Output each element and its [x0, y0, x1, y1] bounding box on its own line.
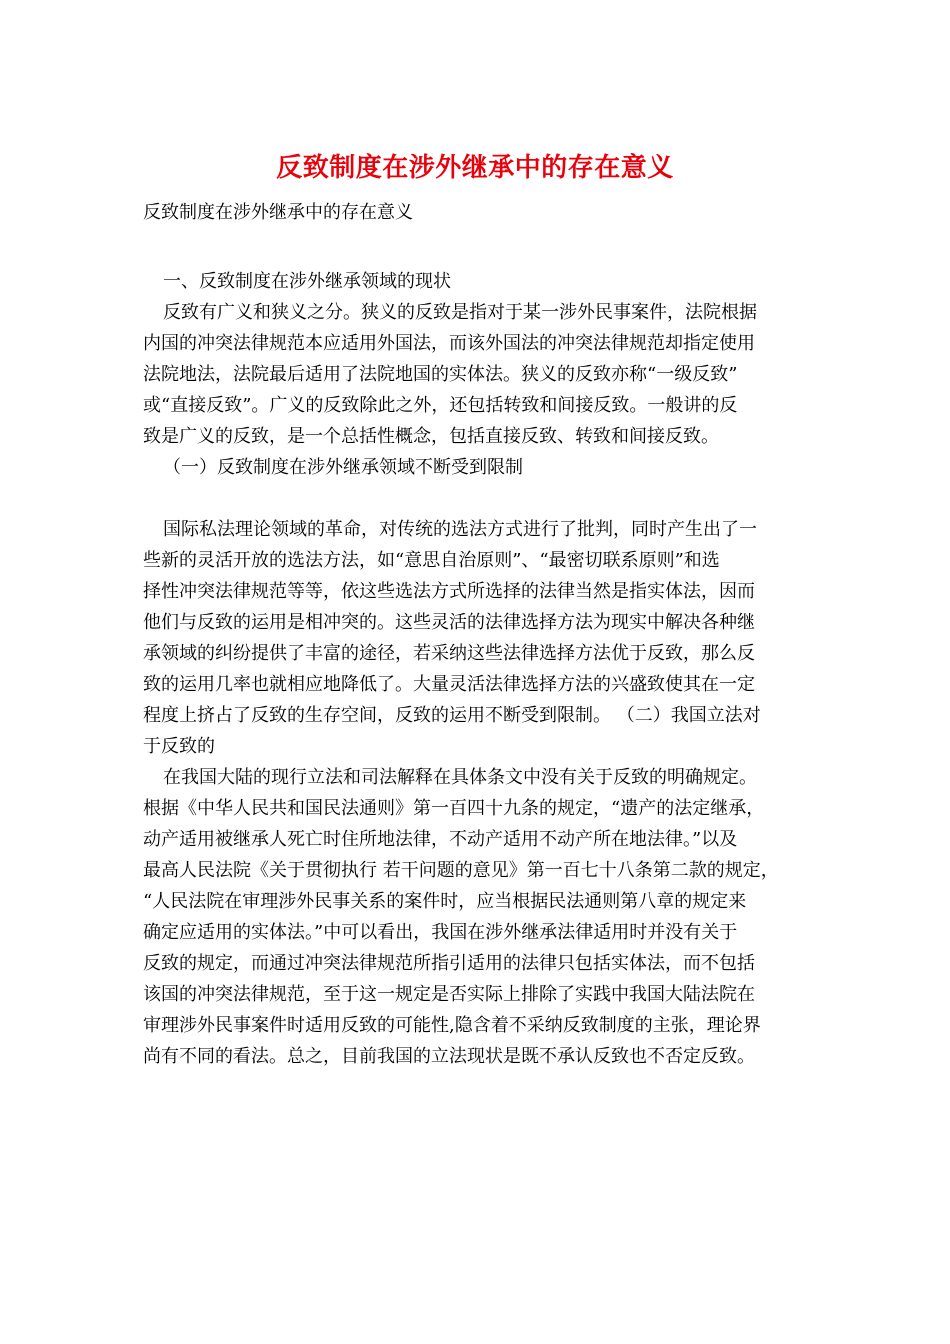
paragraph-line: 致的运用几率也就相应地降低了。大量灵活法律选择方法的兴盛致使其在一定	[143, 674, 755, 695]
document-title: 反致制度在涉外继承中的存在意义	[276, 153, 674, 183]
paragraph-line: 致是广义的反致，是一个总括性概念，包括直接反致、转致和间接反致。	[143, 426, 719, 447]
paragraph-line: 内国的冲突法律规范本应适用外国法，而该外国法的冲突法律规范却指定使用	[143, 333, 755, 354]
paragraph-line: 审理涉外民事案件时适用反致的可能性,隐含着不采纳反致制度的主张，理论界	[143, 1015, 761, 1036]
section-heading: 一、反致制度在涉外继承领域的现状	[163, 271, 451, 292]
paragraph-line: 些新的灵活开放的选法方法，如“意思自治原则”、“最密切联系原则”和选	[143, 550, 720, 571]
paragraph-line: 于反致的	[143, 736, 215, 757]
paragraph-line: 承领域的纠纷提供了丰富的途径，若采纳这些法律选择方法优于反致，那么反	[143, 643, 755, 664]
paragraph-line: 最高人民法院《关于贯彻执行 若干问题的意见》第一百七十八条第二款的规定，	[143, 860, 779, 881]
paragraph-line: “人民法院在审理涉外民事关系的案件时，应当根据民法通则第八章的规定来	[143, 891, 747, 912]
paragraph-line: 根据《中华人民共和国民法通则》第一百四十九条的规定，“遗产的法定继承，	[143, 798, 765, 819]
paragraph-line: 反致的规定，而通过冲突法律规范所指引适用的法律只包括实体法，而不包括	[143, 953, 755, 974]
paragraph-line: 他们与反致的运用是相冲突的。这些灵活的法律选择方法为现实中解决各种继	[143, 612, 755, 633]
subsection-heading: （一）反致制度在涉外继承领域不断受到限制	[163, 457, 523, 478]
paragraph-line: 动产适用被继承人死亡时住所地法律，不动产适用不动产所在地法律。”以及	[143, 829, 738, 850]
paragraph-line: 在我国大陆的现行立法和司法解释在具体条文中没有关于反致的明确规定。	[163, 767, 757, 788]
paragraph-line: 法院地法，法院最后适用了法院地国的实体法。狭义的反致亦称“一级反致”	[143, 364, 738, 385]
paragraph-line: 择性冲突法律规范等等，依这些选法方式所选择的法律当然是指实体法，因而	[143, 581, 755, 602]
document-subtitle: 反致制度在涉外继承中的存在意义	[143, 202, 413, 223]
paragraph-line: 或“直接反致”。广义的反致除此之外，还包括转致和间接反致。一般讲的反	[143, 395, 738, 416]
paragraph-line: 该国的冲突法律规范，至于这一规定是否实际上排除了实践中我国大陆法院在	[143, 984, 755, 1005]
paragraph-line: 反致有广义和狭义之分。狭义的反致是指对于某一涉外民事案件，法院根据	[163, 302, 757, 323]
paragraph-line: 尚有不同的看法。总之，目前我国的立法现状是既不承认反致也不否定反致。	[143, 1046, 755, 1067]
paragraph-line: 国际私法理论领域的革命，对传统的选法方式进行了批判，同时产生出了一	[163, 519, 757, 540]
paragraph-line: 确定应适用的实体法。”中可以看出，我国在涉外继承法律适用时并没有关于	[143, 922, 738, 943]
paragraph-line: 程度上挤占了反致的生存空间，反致的运用不断受到限制。 （二）我国立法对	[143, 705, 761, 726]
